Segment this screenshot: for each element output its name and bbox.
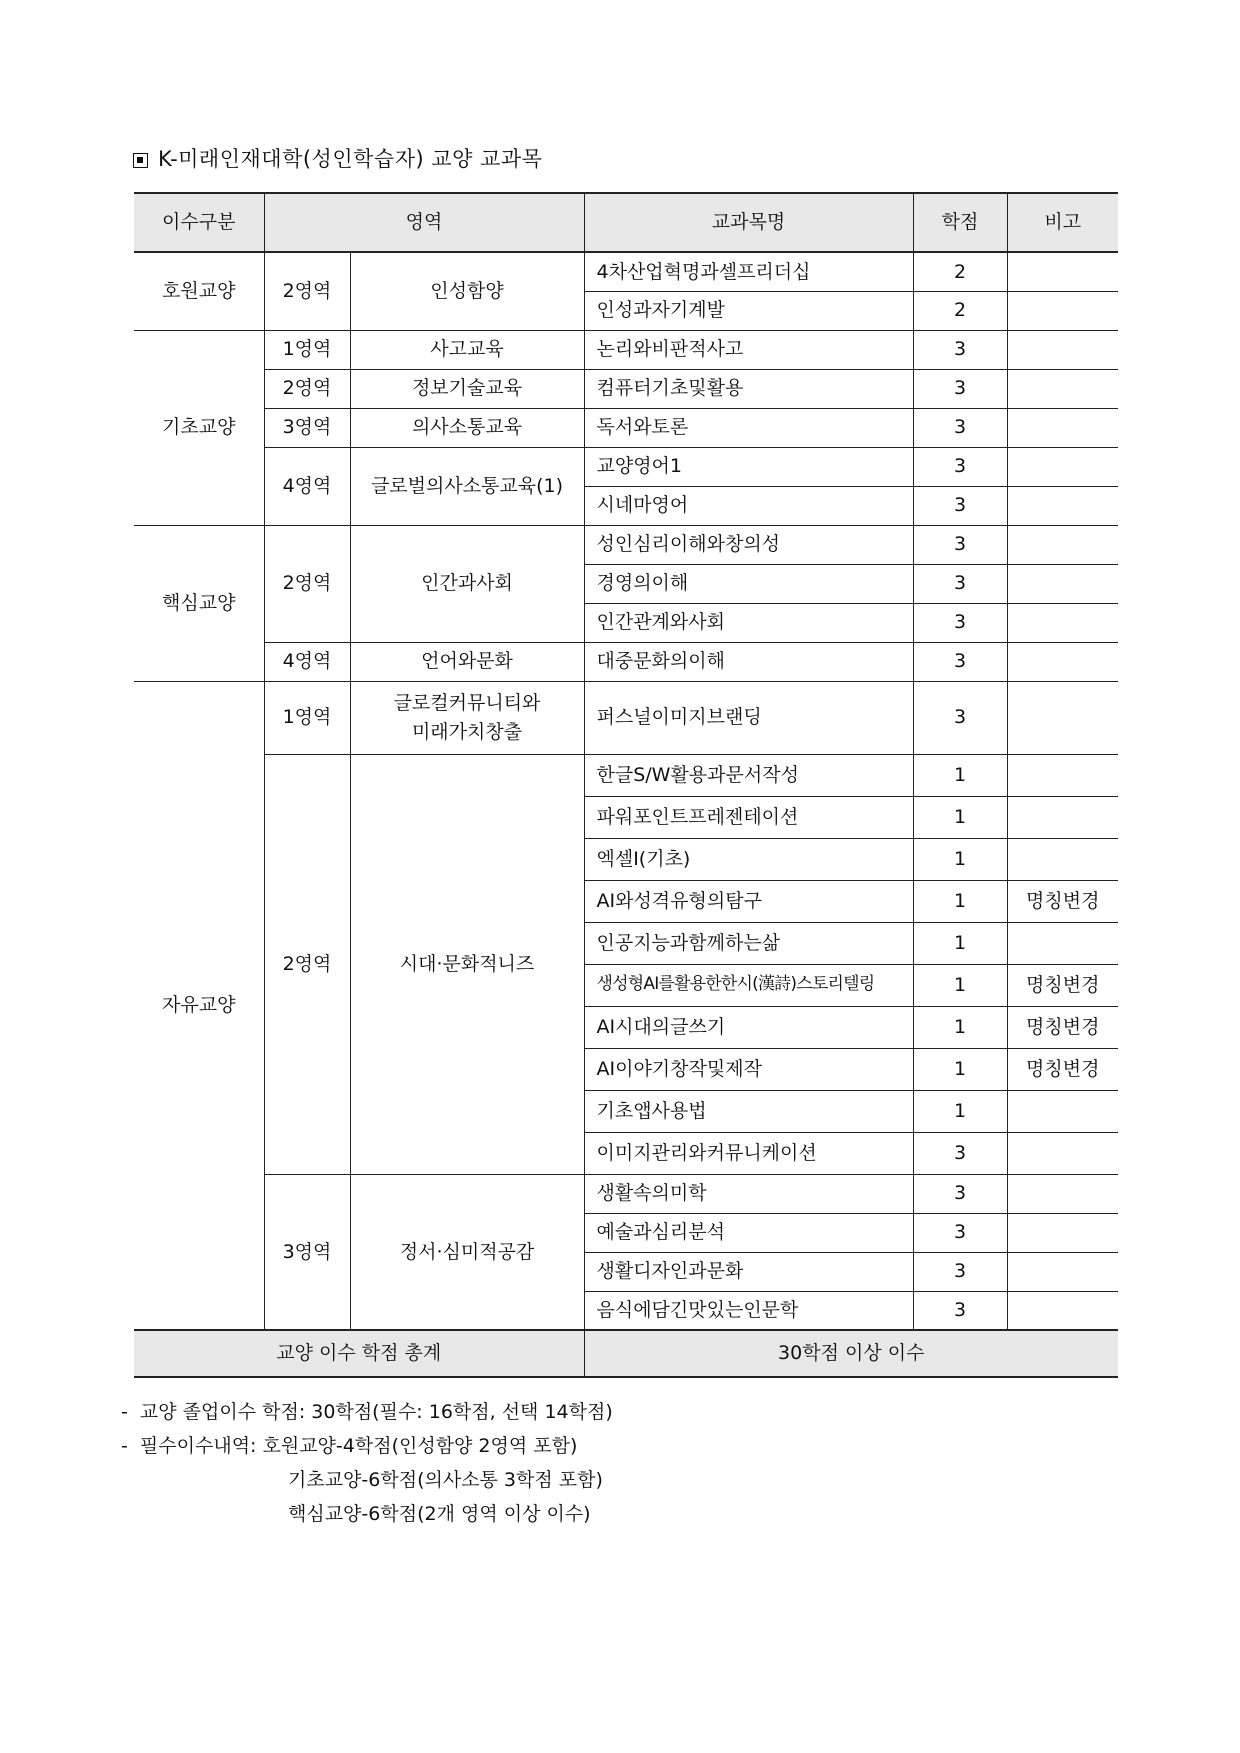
area-number-cell: 4영역 [264,642,350,681]
table-row [134,1174,1118,1213]
course-name-cell: 시네마영어 [584,486,913,525]
note-cell [1007,796,1118,838]
note-cell: 명칭변경 [1007,964,1118,1006]
note-cell [1007,1132,1118,1174]
table-row [134,330,1118,369]
course-name-cell: 한글S/W활용과문서작성 [584,754,913,796]
credit-cell: 3 [913,1252,1007,1291]
credit-cell: 1 [913,1006,1007,1048]
area-name-cell: 정보기술교육 [350,369,584,408]
note-cell [1007,1213,1118,1252]
credit-cell: 3 [913,525,1007,564]
course-name-cell: 음식에담긴맛있는인문학 [584,1291,913,1330]
credit-cell: 3 [913,369,1007,408]
area-name-cell: 인간과사회 [350,525,584,642]
note-line: - 교양 졸업이수 학점: 30학점(필수: 16학점, 선택 14학점) [121,1401,613,1423]
table-row [134,369,1118,408]
area-name-cell: 정서·심미적공감 [350,1174,584,1330]
credit-cell: 1 [913,796,1007,838]
header-credit: 학점 [913,193,1007,252]
note-cell [1007,408,1118,447]
area-name-cell: 의사소통교육 [350,408,584,447]
credit-cell: 3 [913,408,1007,447]
note-cell: 명칭변경 [1007,1048,1118,1090]
credit-cell: 1 [913,1048,1007,1090]
total-row [134,1330,1118,1377]
note-cell [1007,252,1118,291]
credit-cell: 3 [913,564,1007,603]
note-cell [1007,447,1118,486]
credit-cell: 1 [913,754,1007,796]
course-name-cell: 기초앱사용법 [584,1090,913,1132]
category-cell: 자유교양 [134,681,264,1330]
table-row [134,447,1118,486]
course-name-cell: 4차산업혁명과셀프리더십 [584,252,913,291]
credit-cell: 2 [913,291,1007,330]
category-cell: 핵심교양 [134,525,264,681]
course-name-cell: 퍼스널이미지브랜딩 [584,681,913,754]
area-number-cell: 2영역 [264,252,350,330]
area-number-cell: 1영역 [264,681,350,754]
credit-cell: 1 [913,922,1007,964]
credit-cell: 3 [913,642,1007,681]
course-name-cell: 컴퓨터기초및활용 [584,369,913,408]
note-cell [1007,525,1118,564]
note-line: - 필수이수내역: 호원교양-4학점(인성함양 2영역 포함) [121,1435,578,1457]
area-name-line: 미래가치창출 [411,720,523,743]
area-name-cell: 인성함양 [350,252,584,330]
note-cell [1007,681,1118,754]
note-cell [1007,838,1118,880]
credit-cell: 3 [913,486,1007,525]
header-row [134,193,1118,252]
header-course: 교과목명 [584,193,913,252]
credit-cell: 3 [913,1174,1007,1213]
document-title [133,143,542,173]
course-name-cell: 논리와비판적사고 [584,330,913,369]
header-note: 비고 [1007,193,1118,252]
credit-cell: 3 [913,1291,1007,1330]
note-cell [1007,603,1118,642]
course-name-cell: 교양영어1 [584,447,913,486]
note-cell [1007,922,1118,964]
square-bullet-icon [133,153,148,168]
note-cell [1007,642,1118,681]
credit-cell: 3 [913,603,1007,642]
course-name-cell: AI시대의글쓰기 [584,1006,913,1048]
course-name-cell: 인공지능과함께하는삶 [584,922,913,964]
area-number-cell: 3영역 [264,408,350,447]
area-name-cell: 시대·문화적니즈 [350,754,584,1174]
table-row [134,525,1118,564]
credit-cell: 3 [913,447,1007,486]
credit-cell: 1 [913,838,1007,880]
course-name-cell: 생성형AI를활용한한시(漢詩)스토리텔링 [584,964,913,1006]
course-name-cell: 인간관계와사회 [584,603,913,642]
credit-cell: 1 [913,880,1007,922]
area-number-cell: 2영역 [264,525,350,642]
course-name-cell: 대중문화의이해 [584,642,913,681]
area-name-cell: 사고교육 [350,330,584,369]
course-name-cell: 독서와토론 [584,408,913,447]
curriculum-table [134,192,1118,1378]
note-cell [1007,564,1118,603]
course-name-cell: AI와성격유형의탐구 [584,880,913,922]
note-cell [1007,1291,1118,1330]
note-cell: 명칭변경 [1007,880,1118,922]
area-name-cell: 언어와문화 [350,642,584,681]
credit-cell: 3 [913,1132,1007,1174]
note-cell [1007,1252,1118,1291]
course-name-cell: 파워포인트프레젠테이션 [584,796,913,838]
table-row [134,754,1118,796]
note-cell [1007,486,1118,525]
course-name-cell: 인성과자기계발 [584,291,913,330]
area-name-cell: 글로벌의사소통교육(1) [350,447,584,525]
course-name-cell: 생활속의미학 [584,1174,913,1213]
total-label-cell: 교양 이수 학점 총계 [134,1330,584,1377]
table-row [134,681,1118,754]
category-cell: 기초교양 [134,330,264,525]
course-name-cell: 경영의이해 [584,564,913,603]
area-number-cell: 3영역 [264,1174,350,1330]
note-cell: 명칭변경 [1007,1006,1118,1048]
credit-cell: 1 [913,1090,1007,1132]
table-row [134,252,1118,291]
area-number-cell: 2영역 [264,754,350,1174]
note-cell [1007,330,1118,369]
category-cell: 호원교양 [134,252,264,330]
course-name-cell: 엑셀Ⅰ(기초) [584,838,913,880]
notes-block [121,1395,613,1531]
credit-cell: 3 [913,1213,1007,1252]
credit-cell: 1 [913,964,1007,1006]
credit-cell: 2 [913,252,1007,291]
note-cell [1007,369,1118,408]
header-area: 영역 [264,193,584,252]
course-name-cell: 성인심리이해와창의성 [584,525,913,564]
area-name-line: 글로컬커뮤니티와 [393,692,541,714]
note-line: 핵심교양-6학점(2개 영역 이상 이수) [288,1503,591,1525]
table-row [134,408,1118,447]
table-row [134,642,1118,681]
note-cell [1007,754,1118,796]
course-name-cell: 예술과심리분석 [584,1213,913,1252]
note-line: 기초교양-6학점(의사소통 3학점 포함) [288,1469,603,1491]
credit-cell: 3 [913,330,1007,369]
area-name-cell [350,681,584,754]
area-number-cell: 1영역 [264,330,350,369]
course-name-cell: 이미지관리와커뮤니케이션 [584,1132,913,1174]
header-category: 이수구분 [134,193,264,252]
area-number-cell: 4영역 [264,447,350,525]
credit-cell: 3 [913,681,1007,754]
note-cell [1007,291,1118,330]
area-number-cell: 2영역 [264,369,350,408]
note-cell [1007,1090,1118,1132]
course-name-cell: 생활디자인과문화 [584,1252,913,1291]
course-name-cell: AI이야기창작및제작 [584,1048,913,1090]
note-cell [1007,1174,1118,1213]
title-text: K-미래인재대학(성인학습자) 교양 교과목 [158,147,543,171]
total-value-cell: 30학점 이상 이수 [584,1330,1118,1377]
